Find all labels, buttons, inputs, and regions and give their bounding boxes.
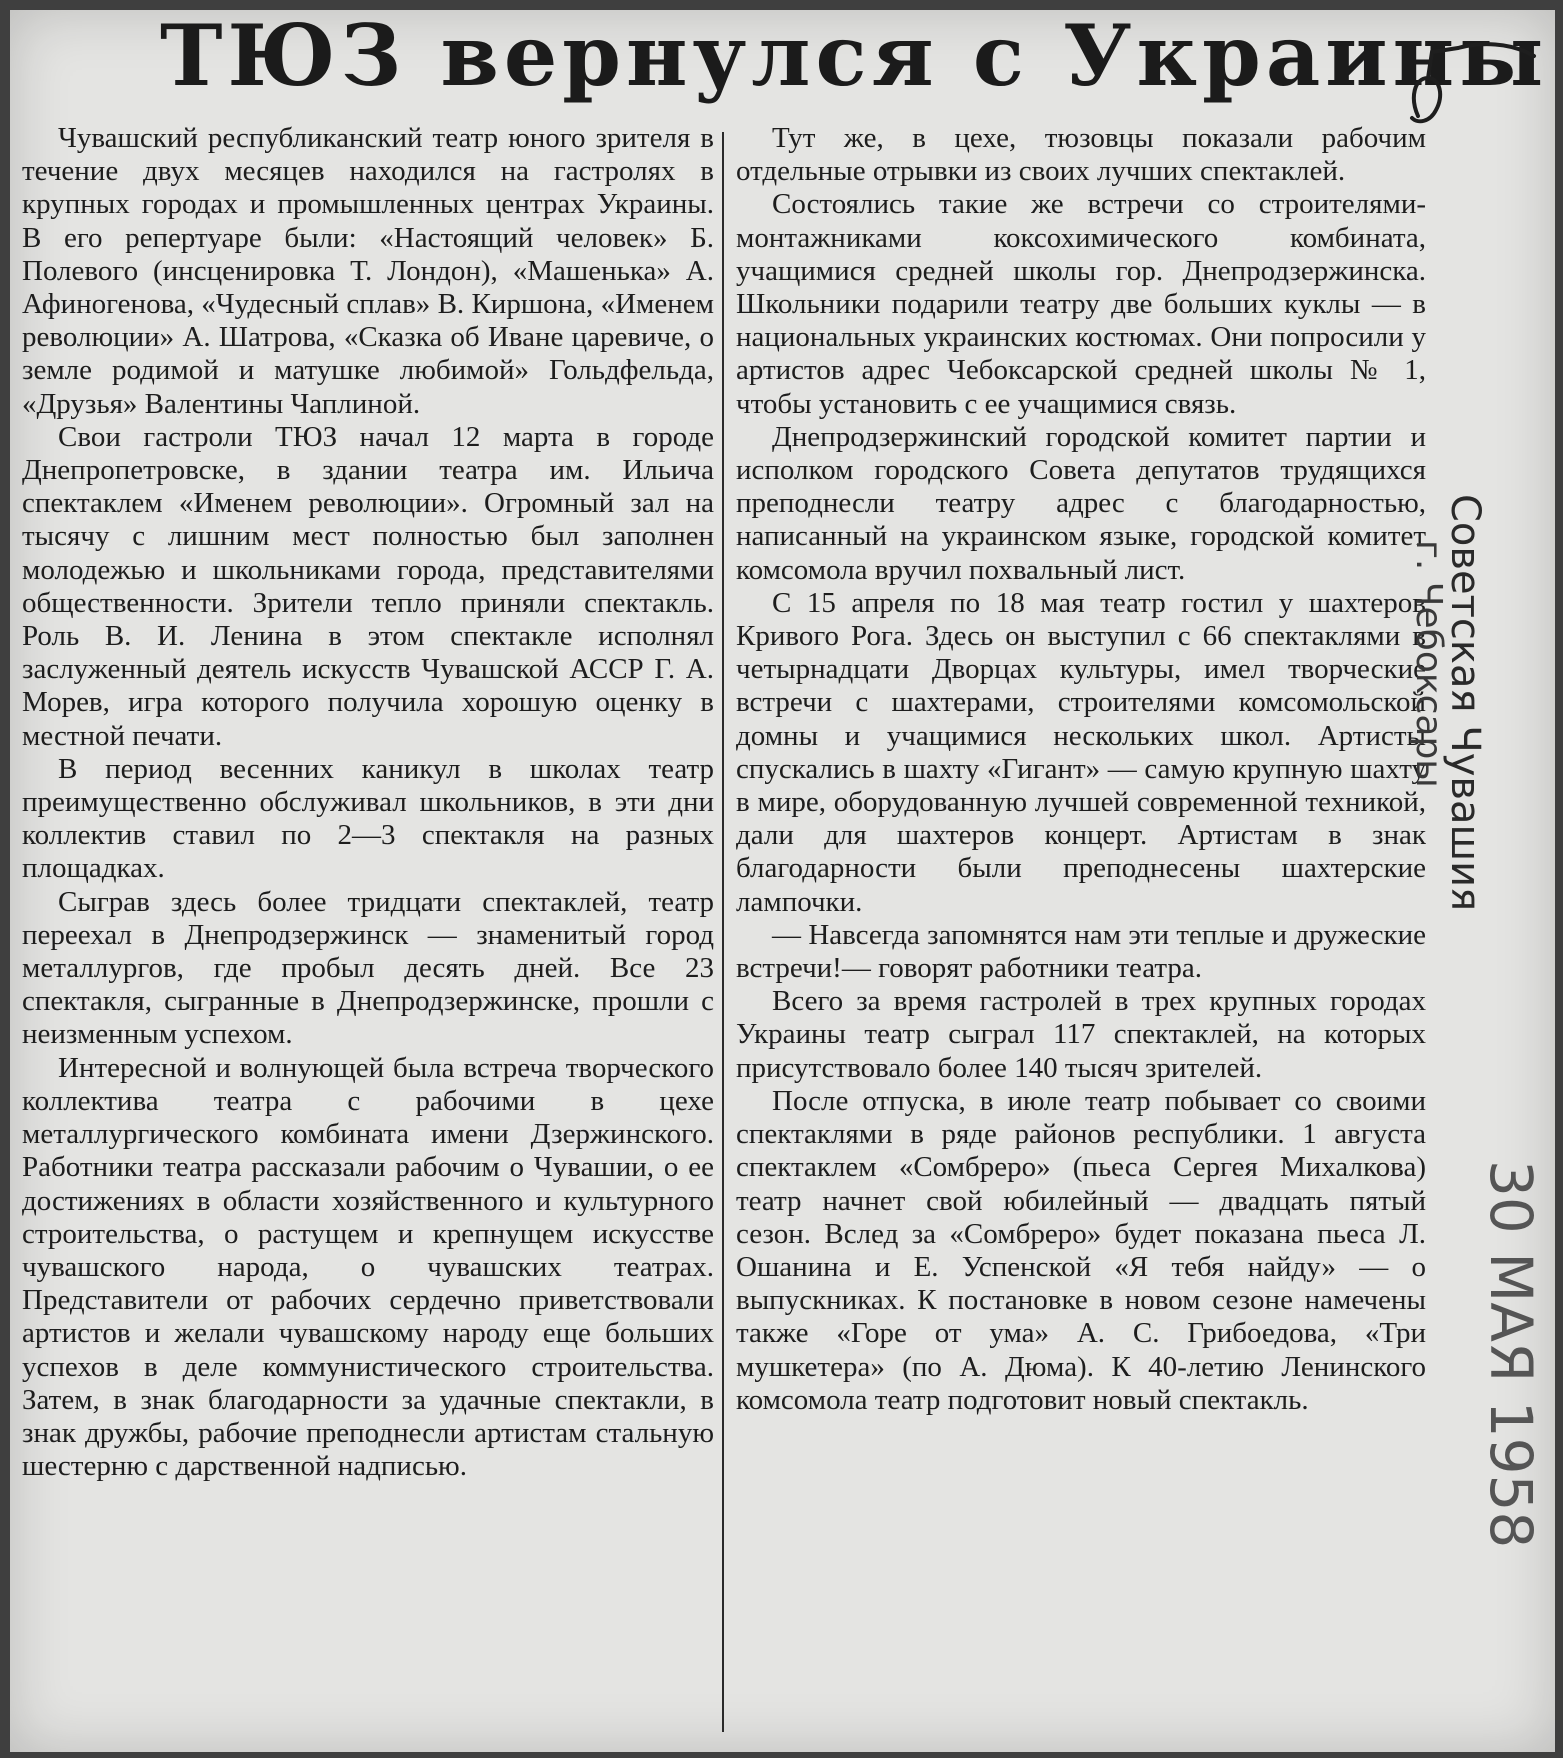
headline: ТЮЗ вернулся с Украины	[160, 10, 1549, 105]
paragraph: Всего за время гастролей в трех крупных городах Украины театр сыграл 117 спектаклей, на которых присутствовало более 140 тысяч зрителей.	[736, 985, 1426, 1084]
column-divider	[722, 132, 724, 1732]
newspaper-clipping	[10, 10, 1555, 1752]
stamp-newspaper-name: Советская Чувашия	[1442, 494, 1488, 912]
paragraph: Свои гастроли ТЮЗ начал 12 марта в городе Днепропетровске, в здании театра им. Ильича спектаклем «Именем революции». Огромный зал на тысячу с лишним мест полностью был заполнен молодежью и школьниками города, представителями общественности. Зрители тепло приняли спектакль. Роль В. И. Ленина в этом спектакле исполнял заслуженный деятель искусств Чувашской АССР Г. А. Морев, игра которого получила хорошую оценку в местной печати.	[22, 420, 714, 752]
paragraph: Тут же, в цехе, тюзовцы показали рабочим отдельные отрывки из своих лучших спектаклей.	[736, 122, 1426, 188]
paragraph: Состоялись такие же встречи со строителями-монтажниками коксохимического комбината, учащимися средней школы гор. Днепродзержинска. Школьники подарили театру две больших куклы — в национальных украинских костюмах. Они попросили у артистов адрес Чебоксарской средней школы № 1, чтобы установить с ее учащимися связь.	[736, 188, 1426, 420]
stamp-date: 30 МАЯ 1958	[1477, 1160, 1545, 1549]
paragraph: Днепродзержинский городской комитет партии и исполком городского Совета депутатов трудящихся преподнесли театру адрес с благодарностью, написанный на украинском языке, городской комитет комсомола вручил похвальный лист.	[736, 420, 1426, 586]
paragraph: Чувашский республиканский театр юного зрителя в течение двух месяцев находился на гастролях в крупных городах и промышленных центрах Украины. В его репертуаре были: «Настоящий человек» Б. Полевого (инсценировка Т. Лондон), «Машенька» А. Афиногенова, «Чудесный сплав» В. Киршона, «Именем революции» А. Шатрова, «Сказка об Иване царевиче, о земле родимой и матушке любимой» Гольдфельда, «Друзья» Валентины Чаплиной.	[22, 122, 714, 420]
paragraph: В период весенних каникул в школах театр преимущественно обслуживал школьников, в эти дни коллектив ставил по 2—3 спектакля на разных площадках.	[22, 752, 714, 885]
stamp-city: г. Чебоксары	[1408, 540, 1449, 788]
paragraph: — Навсегда запомнятся нам эти теплые и дружеские встречи!— говорят работники театра.	[736, 918, 1426, 985]
article-column-left	[22, 122, 714, 1483]
paragraph: После отпуска, в июле театр побывает со своими спектаклями в ряде районов республики. 1 августа спектаклем «Сомбреро» (пьеса Сергея Михалкова) театр начнет свой юбилейный — двадцать пятый сезон. Вслед за «Сомбреро» будет показана пьеса Л. Ошанина и Е. Успенской «Я тебя найду» — о выпускниках. К постановке в новом сезоне намечены также «Горе от ума» А. С. Грибоедова, «Три мушкетера» (по А. Дюма). К 40-летию Ленинского комсомола театр подготовит новый спектакль.	[736, 1084, 1426, 1416]
paragraph: С 15 апреля по 18 мая театр гостил у шахтеров Кривого Рога. Здесь он выступил с 66 спектаклями в четырнадцати Дворцах культуры, имел творческие встречи с шахтерами, строителями комсомольской домны и учащимися нескольких школ. Артисты спускались в шахту «Гигант» — самую крупную шахту в мире, оборудованную лучшей современной техникой, дали для шахтеров концерт. Артистам в знак благодарности были преподнесены шахтерские лампочки.	[736, 586, 1426, 918]
article-column-right	[736, 122, 1426, 1417]
paragraph: Сыграв здесь более тридцати спектаклей, театр переехал в Днепродзержинск — знаменитый город металлургов, где пробыл десять дней. Все 23 спектакля, сыгранные в Днепродзержинске, прошли с неизменным успехом.	[22, 885, 714, 1051]
paragraph: Интересной и волнующей была встреча творческого коллектива театра с рабочими в цехе металлургического комбината имени Дзержинского. Работники театра рассказали рабочим о Чувашии, о ее достижениях в области хозяйственного и культурного строительства, о растущем и крепнущем искусстве чувашского народа, о чувашских театрах. Представители от рабочих сердечно приветствовали артистов и желали чувашскому народу еще больших успехов в деле коммунистического строительства. Затем, в знак благодарности за удачные спектакли, в знак дружбы, рабочие преподнесли артистам стальную шестерню с дарственной надписью.	[22, 1051, 714, 1483]
